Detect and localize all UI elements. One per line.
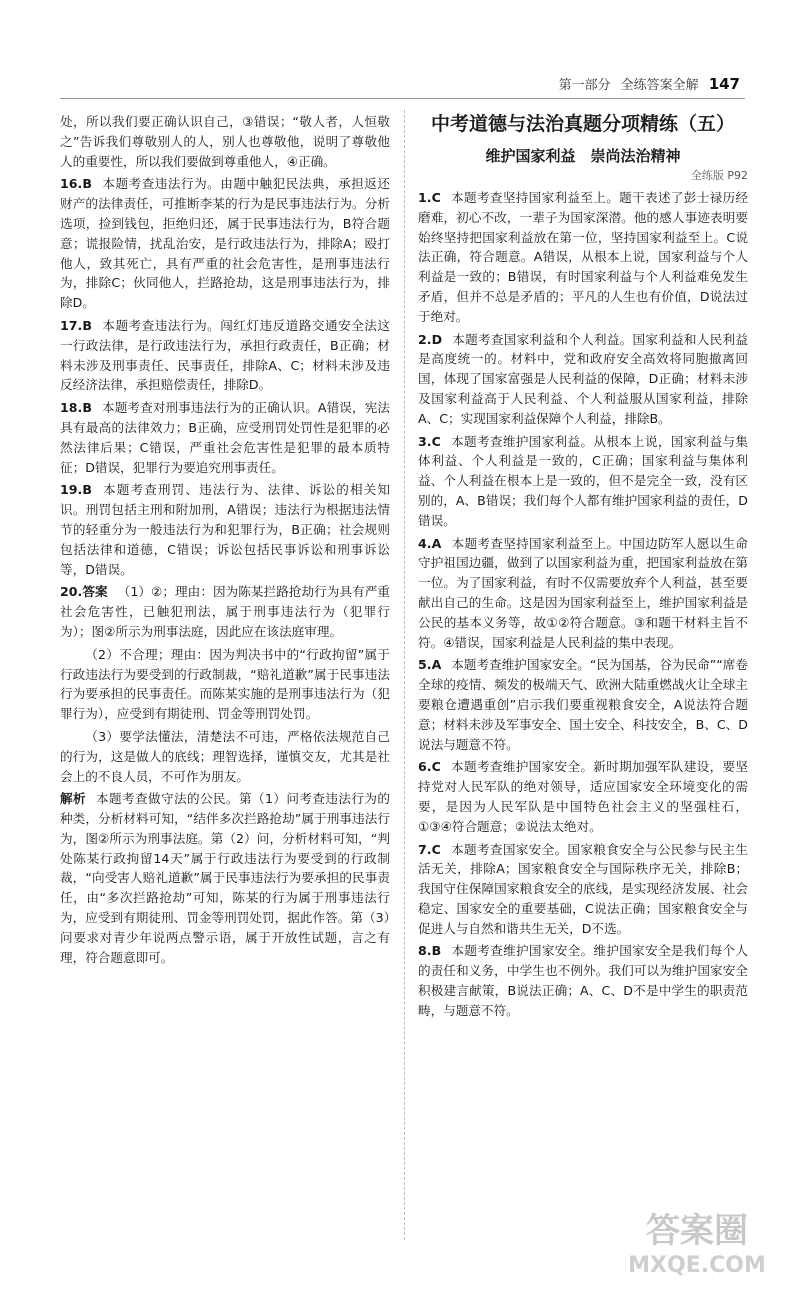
- item-answer: C: [431, 841, 441, 857]
- item-answer: A: [431, 657, 442, 673]
- item-answer: C: [431, 759, 441, 775]
- item-text: 本题考查维护国家安全。“民为国基，谷为民命”“席卷全球的疫情、频发的极端天气、欧洲大陆重燃战火让全球主要粮仓遭遇重创”启示我们要重视粮食安全，A说法符合题意；材料未涉及军事安全、国土安全、科技安全，B、C、D说法与题意不符。: [418, 657, 748, 752]
- answer-item-3: [418, 432, 748, 531]
- answer-label: 答案: [82, 584, 108, 600]
- analysis-text: 本题考查做守法的公民。第（1）问考查违法行为的种类，分析材料可知，“结伴多次拦路抢劫”属于刑事违法行为，图②所示为刑事法庭。第（2）问，分析材料可知，“判处陈某行政拘留14天”属于行政违法行为要受到的行政制裁，“向受害人赔礼道歉”属于民事违法行为要承担的民事责任，由“多次拦路抢劫”可知，陈某的行为属于刑事违法行为，应受到有期徒刑、罚金等刑罚处罚，据此作答。第（3）问要求对青少年说两点警示语，属于开放性试题，言之有理，符合题意即可。: [60, 791, 390, 965]
- answer-item-5: [418, 655, 748, 754]
- item-number: 20.: [60, 584, 83, 600]
- answer-item-20: [60, 582, 390, 641]
- item-answer: B: [82, 400, 92, 416]
- watermark-logo: [612, 1200, 782, 1278]
- section-subtitle: 维护国家利益 崇尚法治精神: [485, 147, 681, 165]
- answer-item-18: [60, 398, 390, 477]
- item-number: 16.: [60, 176, 83, 192]
- q20-part3: （3）要学法懂法，清楚法不可违，严格依法规范自己的行为，这是做人的底线；理智选择，谨慎交友，尤其是社会上的不良人员，不可作为朋友。: [60, 728, 390, 784]
- item-text: 本题考查维护国家安全。维护国家安全是我们每个人的责任和义务，中学生也不例外。我们可以为维护国家安全积极建言献策，B说法正确；A、C、D不是中学生的职责范畴，与题意不符。: [418, 943, 748, 1018]
- column-divider: [404, 110, 405, 1240]
- q20-analysis: [60, 789, 390, 967]
- item-text: 本题考查违法行为。闯红灯违反道路交通安全法这一行政法律，是行政违法行为，承担行政责任，B正确；材料未涉及刑事责任、民事责任，排除A、C；材料未涉及违反经济法律，承担赔偿责任，排除D。: [60, 317, 390, 393]
- section-title: 中考道德与法治真题分项精练（五）: [430, 113, 735, 135]
- item-answer: A: [431, 535, 442, 551]
- item-answer: C: [431, 190, 441, 205]
- watermark-url: MXQE.COM: [628, 1253, 766, 1278]
- item-answer: B: [82, 482, 92, 498]
- item-answer: B: [82, 176, 92, 192]
- item-number: 6.: [418, 759, 432, 775]
- page-number: 147: [708, 74, 740, 93]
- item-number: 17.: [60, 317, 83, 333]
- item-number: 3.: [418, 433, 432, 449]
- page-header: [559, 74, 740, 93]
- item-answer: C: [431, 433, 441, 449]
- answer-item-17: [60, 316, 390, 395]
- header-divider: [60, 98, 745, 99]
- item-text: 本题考查维护国家利益。从根本上说，国家利益与集体利益、个人利益是一致的，C正确；国家利益与集体利益、个人利益在根本上是一致的，但不是完全一致，没有区别的，A、B错误；我们每个人都有维护国家利益的责任，D错误。: [418, 433, 748, 528]
- item-answer: B: [82, 317, 92, 333]
- item-text: 本题考查坚持国家利益至上。题干表述了彭士禄历经磨难，初心不改，一辈子为国家深潜。他的感人事迹表明要始终坚持把国家利益放在第一位，坚持国家利益至上。C说法正确，符合题意。A错误，从根本上说，国家利益与个人利益是一致的；B错误，有时国家利益与个人利益难免发生矛盾，但并不总是矛盾的；平凡的人生也有价值，D说法过于绝对。: [418, 190, 748, 324]
- answer-item-16: [60, 174, 390, 313]
- item-answer: B: [431, 943, 442, 959]
- item-text: 本题考查国家利益和个人利益。国家利益和人民利益是高度统一的。材料中，党和政府安全高效将同胞撤离回国，体现了国家富强是人民利益的保障，D正确；材料未涉及国家利益高于人民利益、个人利益服从国家利益，排除A、C；实现国家利益保障个人利益，排除B。: [418, 331, 748, 426]
- item-number: 8.: [418, 943, 432, 959]
- item-text: 本题考查国家安全。国家粮食安全与公民参与民主生活无关，排除A；国家粮食安全与国际秩序无关，排除B；我国守住保障国家粮食安全的底线，是实现经济发展、社会稳定、国家安全的重要基础，C说法正确；国家粮食安全与促进人与自然和谐共生无关，D不选。: [418, 841, 748, 936]
- item-answer: D: [431, 331, 443, 347]
- answer-item-6: [418, 757, 748, 836]
- answer-item-4: [418, 534, 748, 653]
- q20-part2: （2）不合理；理由：因为判决书中的“行政拘留”属于行政违法行为要受到的行政制裁，“赔礼道歉”属于民事违法行为要承担的民事责任。而陈某实施的是刑事违法行为（犯罪行为），应受到有期徒刑、罚金等刑罚处罚。: [60, 646, 390, 722]
- section-reference: 全练版 P92: [690, 169, 748, 182]
- answer-item-1: [418, 188, 748, 327]
- answer-item-19: [60, 480, 390, 579]
- item-text: 本题考查坚持国家利益至上。中国边防军人愿以生命守护祖国边疆，做到了以国家利益为重，把国家利益放在第一位。为了国家利益，有时不仅需要放弃个人利益，甚至要献出自己的生命。这是因为国家利益至上，维护国家利益是公民的基本义务等，故①②符合题意。③和题干材料主旨不符。④错误，国家利益是人民利益的集中表现。: [418, 535, 748, 650]
- answer-item-8: [418, 941, 748, 1020]
- q20-part1: （1）②；理由：因为陈某拦路抢劫行为具有严重社会危害性，已触犯刑法，属于刑事违法行为（犯罪行为）；图②所示为刑事法庭，因此应在该法庭审理。: [60, 584, 390, 639]
- analysis-label: 解析: [60, 791, 86, 807]
- item-number: 19.: [60, 482, 83, 498]
- item-text: 本题考查维护国家安全。新时期加强军队建设，要坚持党对人民军队的绝对领导，适应国家安全环境变化的需要，是因为人民军队是中国特色社会主义的坚强柱石，①③④符合题意；②说法太绝对。: [418, 759, 748, 834]
- item-number: 5.: [418, 657, 432, 673]
- item-text: 本题考查刑罚、违法行为、法律、诉讼的相关知识。刑罚包括主刑和附加刑，A错误；违法行为根据违法情节的轻重分为一般违法行为和犯罪行为，B正确；社会规则包括法律和道德，C错误；诉讼包括民事诉讼和刑事诉讼等，D错误。: [60, 482, 390, 577]
- watermark-cn: 答案圈: [646, 1211, 748, 1251]
- right-column: [418, 112, 748, 1024]
- item-text: 本题考查违法行为。由题中触犯民法典，承担返还财产的法律责任，可推断李某的行为是民事违法行为。分析选项，捡到钱包，拒绝归还，属于民事违法行为，B符合题意；谎报险情，扰乱治安，是行政违法行为，排除A；殴打他人，致其死亡，具有严重的社会危害性，是刑事违法行为，排除C；伙同他人，拦路抢劫，这是刑事违法行为，排除D。: [60, 176, 390, 311]
- item-number: 1.: [418, 190, 432, 205]
- answer-item-7: [418, 840, 748, 939]
- item-number: 2.: [418, 331, 432, 347]
- answer-item-2: [418, 330, 748, 429]
- item-number: 18.: [60, 400, 83, 416]
- item-number: 4.: [418, 535, 432, 551]
- header-section: 全练答案全解: [620, 78, 699, 93]
- item-number: 7.: [418, 841, 432, 857]
- intro-paragraph: 处，所以我们要正确认识自己，③错误；“敬人者，人恒敬之”告诉我们尊敬别人的人，别人也尊敬他，说明了尊敬他人的重要性，所以我们要做到尊重他人，④正确。: [60, 114, 390, 169]
- item-text: 本题考查对刑事违法行为的正确认识。A错误，宪法具有最高的法律效力；B正确，应受刑罚处罚性是犯罪的必然法律后果；C错误，严重社会危害性是犯罪的最本质特征；D错误，犯罪行为要追究刑事责任。: [60, 400, 390, 475]
- left-column: [60, 112, 390, 970]
- header-part: 第一部分: [558, 78, 611, 93]
